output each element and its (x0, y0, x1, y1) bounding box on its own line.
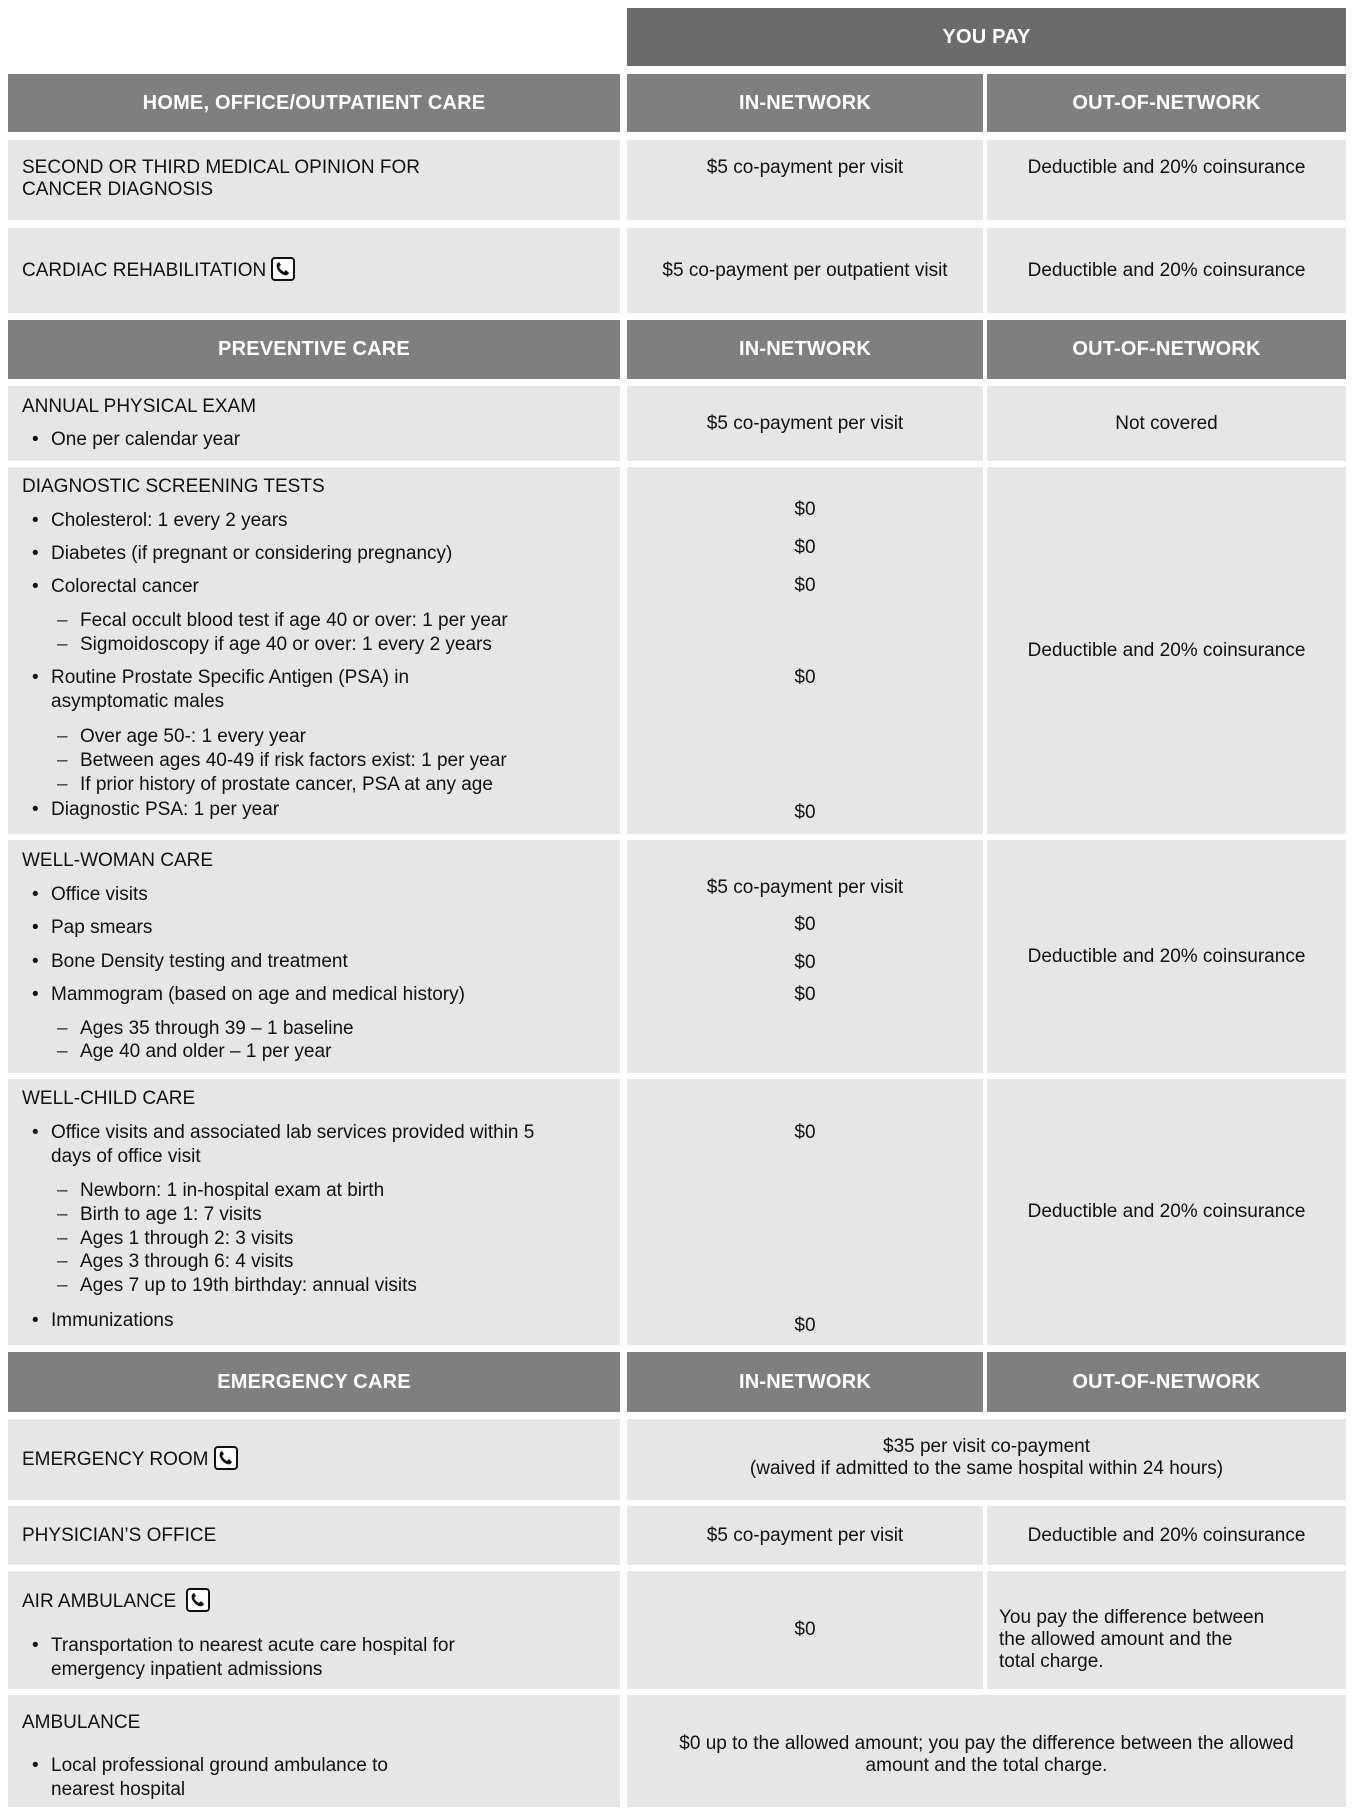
cell-value: $0 (794, 1315, 816, 1336)
cell-value: $5 co-payment per visit (706, 157, 904, 178)
row-well-woman (8, 840, 620, 1073)
cardiac-label: CARDIAC REHABILITATION (22, 259, 267, 281)
cell-value: $5 co-payment per visit (706, 412, 904, 434)
list-item: • Office visits and associated lab services provided within 5 (51, 1122, 534, 1144)
cell-value: Deductible and 20% coinsurance (1027, 157, 1306, 178)
row-emergency-room (8, 1419, 620, 1500)
list-subitem: – Ages 7 up to 19th birthday: annual visits (80, 1275, 417, 1297)
cell-value: $0 (794, 537, 816, 558)
list-subitem: – Sigmoidoscopy if age 40 or over: 1 every 2 years (80, 634, 492, 656)
well-child-out (987, 1079, 1346, 1345)
list-subitem: – Ages 35 through 39 – 1 baseline (80, 1018, 354, 1040)
cell-value: $0 (794, 1619, 816, 1640)
section-header-preventive (8, 320, 620, 379)
cell-value: $5 co-payment per visit (706, 1524, 904, 1546)
screening-in (627, 467, 983, 834)
well-woman-out (987, 840, 1346, 1073)
second-opinion-in (627, 140, 983, 220)
list-subitem: – Age 40 and older – 1 per year (80, 1041, 331, 1063)
air-in (627, 1571, 983, 1689)
list-item: • Diagnostic PSA: 1 per year (51, 799, 279, 821)
row-diagnostic-screening (8, 467, 620, 834)
list-subitem: – Between ages 40-49 if risk factors exist: 1 per year (80, 750, 507, 772)
list-subitem: – If prior history of prostate cancer, PSA at any age (80, 774, 493, 796)
list-subitem: – Fecal occult blood test if age 40 or over: 1 per year (80, 610, 508, 632)
ambulance-span (627, 1695, 1346, 1807)
row-second-opinion (8, 140, 620, 220)
row-physician-office (8, 1506, 620, 1565)
ambulance-span-line-1: $0 up to the allowed amount; you pay the difference between the allowed (679, 1733, 1294, 1754)
in-network-header-preventive (627, 320, 983, 379)
list-item: • Transportation to nearest acute care hospital for (51, 1635, 455, 1657)
section-header-home (8, 74, 620, 132)
physician-in (627, 1506, 983, 1565)
air-label-wrap (22, 1588, 210, 1616)
annual-bullet: • One per calendar year (51, 429, 240, 451)
out-network-header-emergency (987, 1352, 1346, 1412)
air-out-line-1: You pay the difference between (999, 1607, 1265, 1628)
well-child-label: WELL-CHILD CARE (22, 1088, 196, 1109)
cell-value: $0 (794, 1122, 816, 1143)
telephone-handset-icon (186, 1588, 210, 1612)
row-air-ambulance (8, 1571, 620, 1689)
air-out-line-2: the allowed amount and the (999, 1629, 1233, 1650)
cardiac-out (987, 228, 1346, 313)
air-out (987, 1571, 1346, 1689)
cell-value: $5 co-payment per outpatient visit (662, 259, 948, 281)
physician-out (987, 1506, 1346, 1565)
telephone-handset-icon (271, 257, 295, 281)
annual-in (627, 386, 983, 461)
list-subitem: – Ages 3 through 6: 4 visits (80, 1251, 293, 1273)
cell-value: Deductible and 20% coinsurance (1027, 259, 1306, 281)
cell-value: Deductible and 20% coinsurance (1027, 1201, 1306, 1222)
er-span (627, 1419, 1346, 1500)
cell-value: $0 (794, 575, 816, 596)
in-network-header-emergency (627, 1352, 983, 1412)
second-opinion-label-1: SECOND OR THIRD MEDICAL OPINION FOR (22, 157, 420, 178)
cell-value: Deductible and 20% coinsurance (1027, 639, 1306, 661)
list-subitem: – Newborn: 1 in-hospital exam at birth (80, 1180, 384, 1202)
out-network-label: OUT-OF-NETWORK (1072, 1370, 1261, 1393)
list-item: • Cholesterol: 1 every 2 years (51, 510, 288, 532)
in-network-label: IN-NETWORK (739, 1370, 871, 1393)
cell-value: $0 (794, 667, 816, 688)
er-span-line-2: (waived if admitted to the same hospital within 24 hours) (749, 1458, 1224, 1479)
cell-value: $5 co-payment per visit (706, 877, 904, 898)
list-item: • Pap smears (51, 917, 152, 939)
cell-value: $0 (794, 984, 816, 1005)
in-network-label: IN-NETWORK (739, 338, 871, 360)
ambulance-label: AMBULANCE (22, 1712, 141, 1733)
cell-value: Deductible and 20% coinsurance (1027, 1524, 1306, 1546)
list-item: • Local professional ground ambulance to (51, 1755, 388, 1777)
list-subitem: – Over age 50-: 1 every year (80, 726, 306, 748)
screening-label: DIAGNOSTIC SCREENING TESTS (22, 476, 325, 497)
er-span-line-1: $35 per visit co-payment (883, 1436, 1090, 1457)
you-pay-header (627, 8, 1346, 66)
cell-value: $0 (794, 499, 816, 520)
out-network-label: OUT-OF-NETWORK (1072, 338, 1261, 360)
out-network-header-home (987, 74, 1346, 132)
second-opinion-label-2: CANCER DIAGNOSIS (22, 179, 214, 200)
physician-label: PHYSICIAN’S OFFICE (22, 1524, 217, 1546)
telephone-handset-icon (214, 1446, 238, 1470)
out-network-label: OUT-OF-NETWORK (1072, 91, 1261, 114)
second-opinion-out (987, 140, 1346, 220)
list-item-cont: emergency inpatient admissions (51, 1659, 323, 1680)
well-child-in (627, 1079, 983, 1345)
out-network-header-preventive (987, 320, 1346, 379)
cell-value: $0 (794, 802, 816, 823)
annual-label: ANNUAL PHYSICAL EXAM (22, 396, 257, 417)
list-item: • Colorectal cancer (51, 576, 199, 598)
annual-out (987, 386, 1346, 461)
list-item: • Immunizations (51, 1310, 174, 1332)
list-item: • Bone Density testing and treatment (51, 951, 348, 973)
in-network-header-home (627, 74, 983, 132)
row-ambulance (8, 1695, 620, 1807)
well-woman-in (627, 840, 983, 1073)
list-subitem: – Birth to age 1: 7 visits (80, 1204, 262, 1226)
cell-value: $0 (794, 952, 816, 973)
section-header-emergency (8, 1352, 620, 1412)
section-title-preventive: PREVENTIVE CARE (218, 338, 410, 360)
cardiac-in (627, 228, 983, 313)
row-cardiac (8, 228, 620, 313)
section-title-emergency: EMERGENCY CARE (217, 1370, 411, 1393)
well-woman-label: WELL-WOMAN CARE (22, 850, 214, 871)
list-item: • Diabetes (if pregnant or considering pregnancy) (51, 543, 452, 565)
air-label: AIR AMBULANCE (22, 1591, 177, 1612)
ambulance-span-line-2: amount and the total charge. (865, 1755, 1108, 1776)
list-item: • Office visits (51, 884, 148, 906)
row-annual-physical (8, 386, 620, 461)
in-network-label: IN-NETWORK (739, 91, 871, 114)
air-out-line-3: total charge. (999, 1651, 1104, 1672)
list-item: • Mammogram (based on age and medical history) (51, 984, 465, 1006)
list-item-cont: asymptomatic males (51, 691, 225, 712)
cell-value: Not covered (1115, 412, 1218, 434)
cell-value: $0 (794, 914, 816, 935)
row-well-child (8, 1079, 620, 1345)
er-label: EMERGENCY ROOM (22, 1448, 209, 1470)
screening-out (987, 467, 1346, 834)
list-item-cont: nearest hospital (51, 1779, 186, 1800)
section-title-home: HOME, OFFICE/OUTPATIENT CARE (142, 91, 486, 114)
list-item-cont: days of office visit (51, 1146, 201, 1167)
list-subitem: – Ages 1 through 2: 3 visits (80, 1228, 293, 1250)
cell-value: Deductible and 20% coinsurance (1027, 945, 1306, 967)
list-item: • Routine Prostate Specific Antigen (PSA) in (51, 667, 409, 689)
you-pay-label: YOU PAY (942, 25, 1031, 48)
